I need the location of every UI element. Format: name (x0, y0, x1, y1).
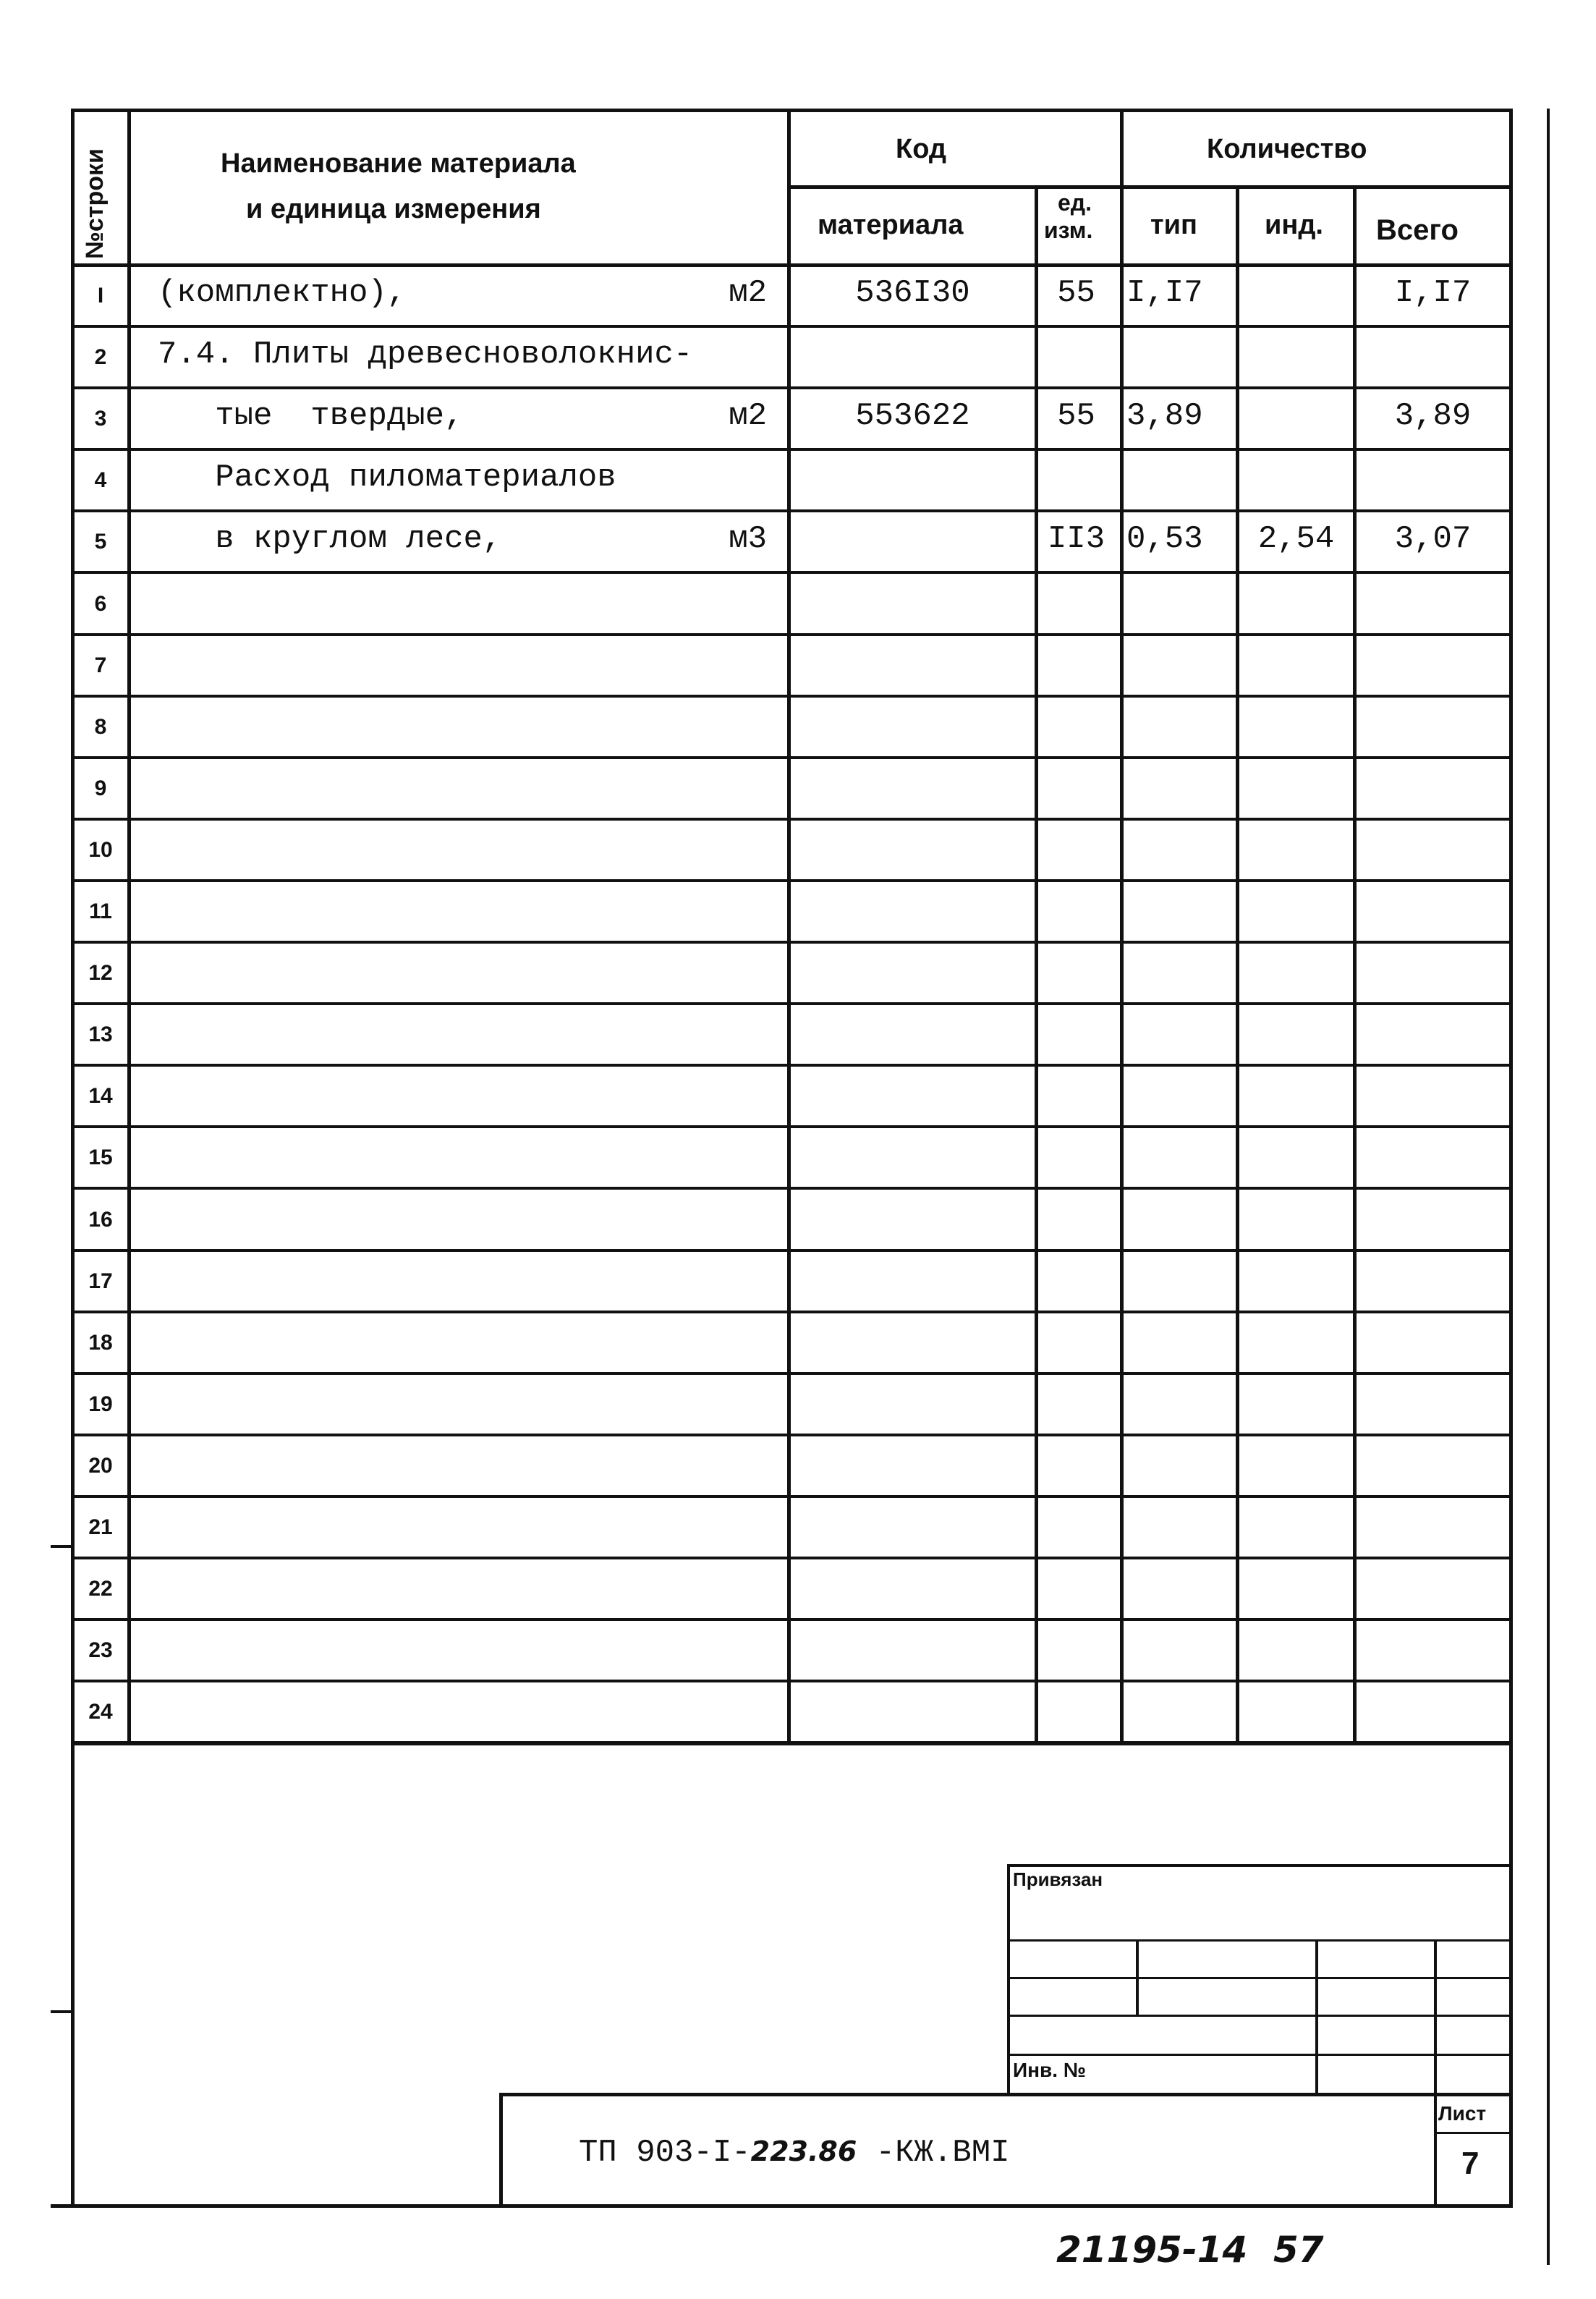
privyazan-label: Привязан (1013, 1868, 1103, 1890)
code-unit-header-2: изм. (1044, 217, 1093, 243)
table-row (0, 1189, 1596, 1250)
row-number-header: №строки (81, 148, 109, 259)
cell-code: 553622 (855, 398, 970, 434)
page-bottom-line (51, 2204, 1513, 2208)
inv-no-label: Инв. № (1013, 2059, 1087, 2081)
sheet-label: Лист (1438, 2102, 1487, 2125)
margin-tick (51, 1545, 72, 1548)
header-subline (787, 185, 1511, 189)
cell-n: 9 (94, 776, 107, 800)
table-row (0, 1558, 1596, 1620)
handwritten-page-number: 57 (1273, 2229, 1324, 2271)
code-material-header: материала (818, 210, 964, 240)
cell-n: 15 (88, 1146, 113, 1169)
table-row (0, 326, 1596, 388)
cell-code: 536I30 (855, 275, 970, 311)
handwritten-archive-number: 21195-14 (1056, 2229, 1248, 2271)
cell-total: 3,07 (1394, 521, 1472, 557)
sheet-label-line (1434, 2132, 1513, 2134)
table-row (0, 1435, 1596, 1496)
code-unit-header-1: ед. (1058, 190, 1092, 216)
table-row (0, 758, 1596, 819)
stamp-line (1007, 2054, 1513, 2056)
cell-n: 14 (88, 1084, 113, 1108)
cell-n: 11 (89, 899, 112, 923)
table-row (0, 1681, 1596, 1743)
document-code (579, 2135, 1010, 2171)
stamp-line (1007, 1939, 1513, 1942)
cell-n: 3 (94, 407, 107, 431)
cell-n: 12 (88, 961, 113, 985)
cell-n: 17 (88, 1269, 113, 1293)
cell-n: 10 (88, 838, 113, 862)
cell-n: 21 (88, 1515, 113, 1539)
stamp-divider (1136, 1939, 1139, 2016)
quantity-ind-header: инд. (1265, 210, 1323, 240)
table-row (0, 1250, 1596, 1312)
cell-name: (комплектно), (158, 275, 407, 311)
table-row (0, 635, 1596, 696)
cell-type: I,I7 (1126, 275, 1203, 311)
cell-n: 24 (88, 1700, 113, 1724)
table-row (0, 1312, 1596, 1373)
cell-n: 16 (88, 1208, 113, 1232)
document-code-suffix: -КЖ.ВМI (857, 2135, 1010, 2171)
cell-n: 20 (88, 1454, 113, 1478)
name-header-line2: и единица измерения (246, 194, 541, 224)
table-row (0, 881, 1596, 942)
table-row (0, 1065, 1596, 1127)
cell-name: Расход пиломатериалов (158, 460, 616, 496)
cell-n: 7 (94, 653, 107, 677)
cell-name: в круглом лесе, (158, 521, 502, 557)
cell-name: тые твердые, (158, 398, 464, 434)
stamp-divider (1315, 1939, 1318, 2096)
quantity-header: Количество (1207, 134, 1367, 164)
cell-n: 2 (94, 345, 107, 369)
title-block-left (499, 2093, 503, 2207)
cell-n: 19 (88, 1392, 113, 1416)
table-row (0, 511, 1596, 572)
cell-n: 6 (94, 592, 107, 616)
cell-ind: 2,54 (1257, 521, 1335, 557)
table-row (0, 696, 1596, 758)
quantity-total-header: Всего (1376, 214, 1459, 246)
table-row (0, 819, 1596, 881)
cell-type: 3,89 (1126, 398, 1203, 434)
right-border-lower (1509, 1744, 1513, 2207)
cell-n: 5 (94, 530, 107, 554)
table-row (0, 1373, 1596, 1435)
table-row (0, 1496, 1596, 1558)
stamp-top-line (1007, 1864, 1513, 1867)
left-border-lower (71, 1744, 75, 2207)
quantity-type-header: тип (1150, 210, 1197, 240)
cell-ed: 55 (1057, 398, 1095, 434)
table-row (0, 265, 1596, 326)
stamp-divider (1434, 1939, 1437, 2207)
stamp-line (1007, 1977, 1513, 1979)
sheet-number: 7 (1461, 2146, 1480, 2181)
cell-n: 22 (88, 1577, 113, 1601)
cell-n: 4 (94, 468, 107, 492)
stamp-left-line (1007, 1864, 1010, 2096)
cell-total: 3,89 (1394, 398, 1472, 434)
table-row (0, 1620, 1596, 1681)
table-row (0, 388, 1596, 449)
cell-ed: II3 (1047, 521, 1105, 557)
cell-type: 0,53 (1126, 521, 1203, 557)
table-row (0, 942, 1596, 1004)
cell-n: 18 (88, 1331, 113, 1355)
table-row (0, 449, 1596, 511)
cell-n: I (97, 284, 104, 308)
table-row (0, 573, 1596, 635)
cell-unit: м3 (729, 521, 767, 557)
stamp-line (1007, 2015, 1513, 2017)
table-row (0, 1004, 1596, 1065)
margin-tick (51, 2010, 72, 2013)
cell-n: 8 (94, 715, 107, 739)
outer-right-margin-line (1547, 109, 1550, 2265)
cell-total: I,I7 (1394, 275, 1472, 311)
table-row (0, 1127, 1596, 1188)
cell-unit: м2 (729, 398, 767, 434)
cell-n: 13 (88, 1023, 113, 1046)
code-header: Код (896, 134, 947, 164)
document-code-prefix: ТП 903-I- (579, 2135, 751, 2171)
title-block-top (499, 2093, 1513, 2096)
cell-ed: 55 (1057, 275, 1095, 311)
cell-n: 23 (88, 1638, 113, 1662)
cell-unit: м2 (729, 275, 767, 311)
cell-name: 7.4. Плиты древесноволокнис- (158, 336, 693, 373)
document-code-handwritten: 223.86 (750, 2135, 857, 2167)
name-header-line1: Наименование материала (221, 148, 576, 179)
